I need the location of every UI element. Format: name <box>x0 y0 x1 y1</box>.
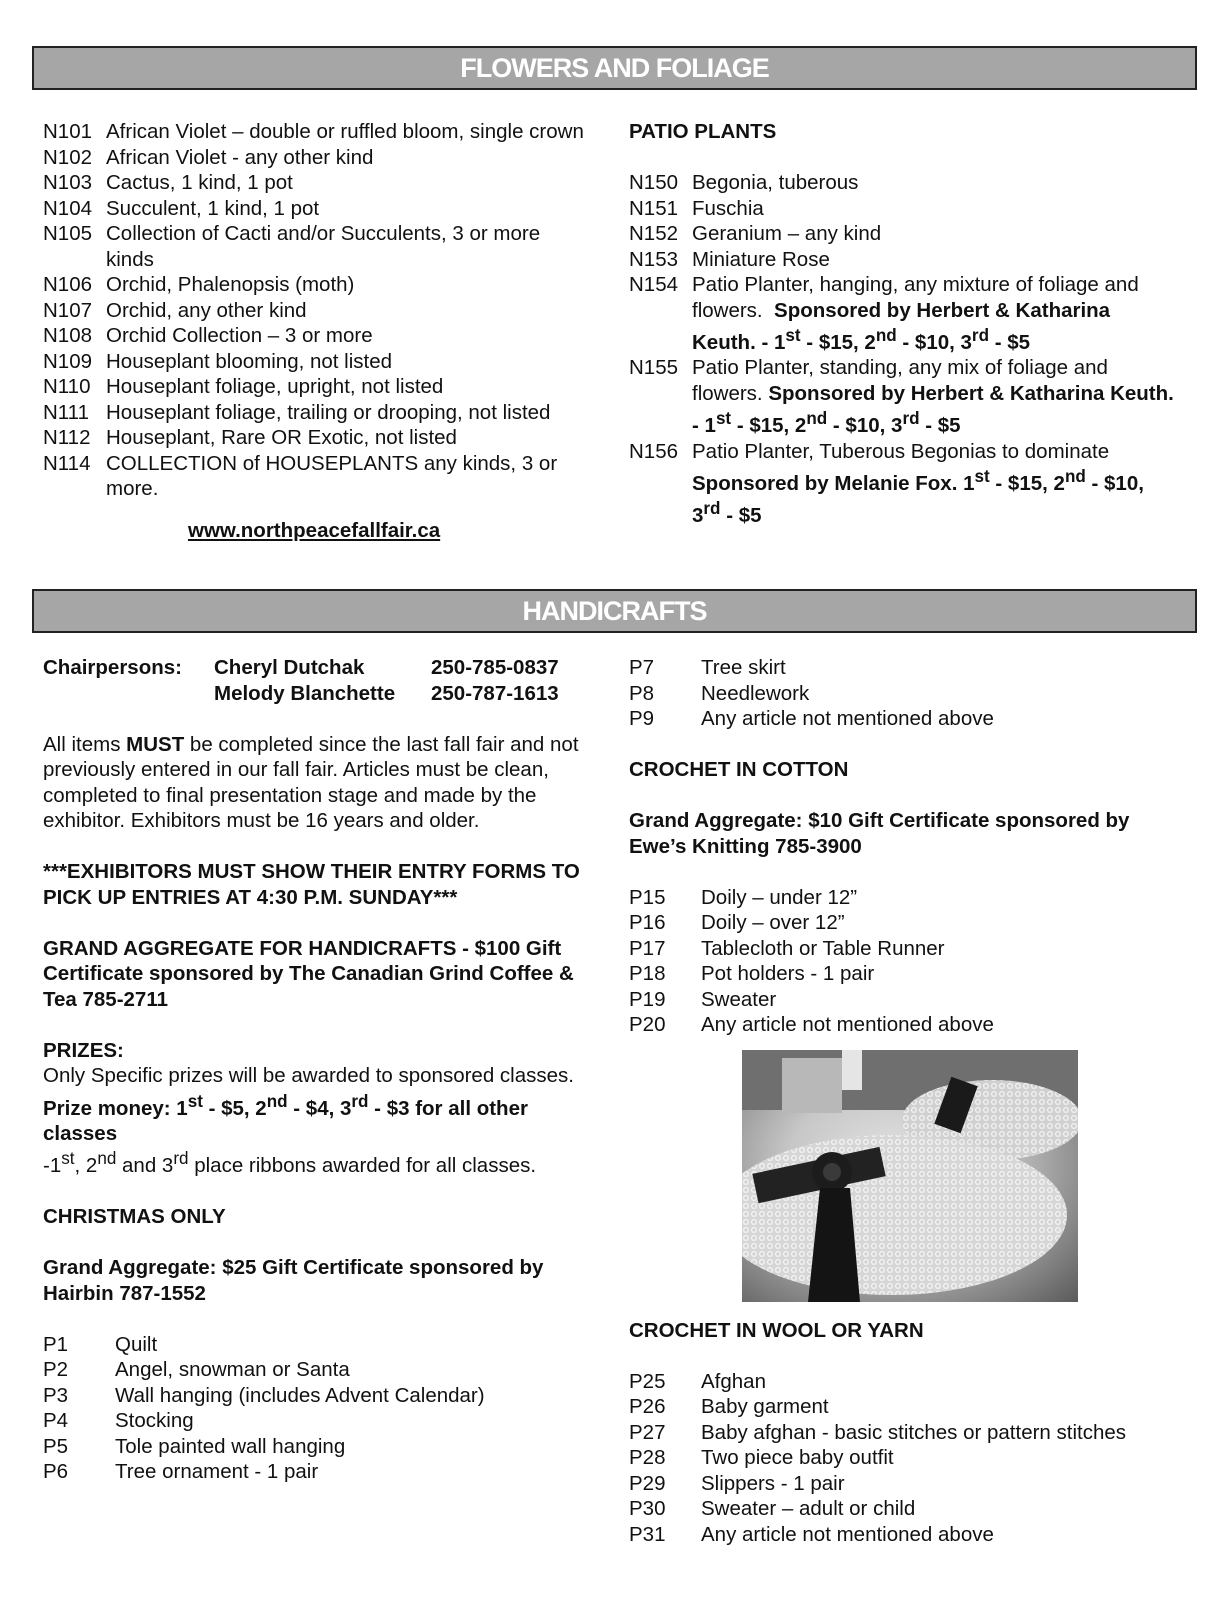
handicrafts-left-column <box>43 655 603 1485</box>
entry-description: Afghan <box>701 1369 766 1393</box>
list-item <box>43 1459 603 1485</box>
list-item <box>629 1369 1189 1395</box>
entry-description: Stocking <box>115 1409 194 1433</box>
christmas-entry-list <box>43 1332 603 1485</box>
list-item <box>43 170 593 196</box>
chairpersons-label: Chairpersons: <box>43 656 182 679</box>
list-item <box>43 349 593 375</box>
entry-description: Angel, snowman or Santa <box>115 1358 350 1382</box>
entry-code: P31 <box>629 1522 666 1546</box>
entry-description: Orchid Collection – 3 or more <box>106 324 373 347</box>
entry-description: Slippers - 1 pair <box>701 1471 845 1495</box>
entry-code: P16 <box>629 911 666 934</box>
entry-description: Tablecloth or Table Runner <box>701 936 945 960</box>
christmas-aggregate: Grand Aggregate: $25 Gift Certificate sponsored by Hairbin 787-1552 <box>43 1256 544 1305</box>
list-item <box>629 1471 1189 1497</box>
entry-forms-notice: ***EXHIBITORS MUST SHOW THEIR ENTRY FORMS TO PICK UP ENTRIES AT 4:30 P.M. SUNDAY*** <box>43 860 580 909</box>
entry-description: Cactus, 1 kind, 1 pot <box>106 171 293 194</box>
list-item <box>43 119 593 145</box>
entry-code: N114 <box>43 451 91 475</box>
entry-description: Houseplant blooming, not listed <box>106 349 393 373</box>
list-item <box>43 1332 603 1358</box>
entry-code: P3 <box>43 1383 69 1407</box>
entry-description: Tree ornament - 1 pair <box>115 1460 319 1484</box>
entry-code: N110 <box>43 375 91 398</box>
handicrafts-banner <box>32 589 1197 633</box>
entry-description: Doily – over 12” <box>701 911 845 934</box>
entry-code: N108 <box>43 324 93 347</box>
list-item <box>629 1420 1189 1446</box>
list-item <box>43 400 593 426</box>
entry-description: Doily – under 12” <box>701 885 858 909</box>
list-item <box>43 196 593 222</box>
list-item <box>629 247 1174 273</box>
list-item <box>629 1012 1189 1038</box>
prizes-heading: PRIZES: <box>43 1038 124 1062</box>
entry-description: Succulent, 1 kind, 1 pot <box>106 196 320 220</box>
patio-plants-heading: PATIO PLANTS <box>629 120 777 143</box>
list-item <box>629 910 1189 936</box>
prize-money: Prize money: 1st - $5, 2nd - $4, 3rd - $3 for all other classes <box>43 1091 528 1145</box>
website-link[interactable]: www.northpeacefallfair.ca <box>188 518 441 542</box>
entry-description: Needlework <box>701 681 810 705</box>
list-item <box>43 323 593 349</box>
list-item: N156 Patio Planter, Tuberous Begonias to dominate Sponsored by Melanie Fox. 1st - $15, 2nd - $10, 3rd - $5 <box>629 439 1144 528</box>
entry-code: P1 <box>43 1332 69 1356</box>
entry-code: N109 <box>43 349 93 373</box>
entry-description: Sweater <box>701 987 777 1011</box>
flowers-entry-list <box>43 119 593 502</box>
entry-code: P30 <box>629 1497 666 1520</box>
entry-code: P28 <box>629 1446 666 1469</box>
entry-code: P6 <box>43 1460 69 1484</box>
list-item: N155 Patio Planter, standing, any mix of foliage and flowers. Sponsored by Herbert & Katharina Keuth. - 1st - $15, 2nd - $10, 3rd - $5 <box>629 356 1174 438</box>
entry-description: Begonia, tuberous <box>692 171 859 194</box>
list-item <box>629 655 1189 681</box>
entry-description: Any article not mentioned above <box>701 1013 994 1036</box>
list-item <box>43 374 593 400</box>
flowers-banner <box>32 46 1197 90</box>
list-item <box>43 1357 603 1383</box>
christmas-heading: CHRISTMAS ONLY <box>43 1205 226 1229</box>
entry-description: Two piece baby outfit <box>701 1446 894 1469</box>
entry-description: Tole painted wall hanging <box>115 1434 346 1458</box>
chairperson-row: Melody Blanchette 250-787-1613 <box>214 681 559 705</box>
entry-code: P5 <box>43 1434 69 1458</box>
grand-aggregate: GRAND AGGREGATE FOR HANDICRAFTS - $100 Gift Certificate sponsored by The Canadian Grind Coffee & Tea 785-2711 <box>43 936 574 1011</box>
entry-code: P9 <box>629 707 655 730</box>
list-item <box>629 1445 1189 1471</box>
list-item <box>43 145 593 171</box>
chairperson-row: Chairpersons: Cheryl Dutchak 250-785-0837 <box>43 656 559 679</box>
wool-entry-list <box>629 1369 1189 1548</box>
list-item <box>629 221 1174 247</box>
entry-code: P7 <box>629 656 655 679</box>
entry-code: P15 <box>629 885 666 909</box>
handicrafts-title: HANDICRAFTS <box>522 595 707 626</box>
list-item <box>43 1434 603 1460</box>
entry-description: Geranium – any kind <box>692 222 882 245</box>
cotton-heading: CROCHET IN COTTON <box>629 758 849 781</box>
list-item <box>629 1394 1189 1420</box>
list-item <box>43 1383 603 1409</box>
entry-description: Baby garment <box>701 1395 829 1418</box>
entry-code: N106 <box>43 273 93 296</box>
entry-code: N107 <box>43 298 93 322</box>
christmas-entry-list-continued <box>629 655 1189 732</box>
intro-paragraph: All items MUST be completed since the last fall fair and not previously entered in our fall fair. Articles must be clean, completed to final presentation stage and made by the exhibitor. Exhibitors must be 16 years and older. <box>43 732 579 832</box>
entry-code: P26 <box>629 1395 666 1418</box>
entry-code: P4 <box>43 1409 69 1433</box>
crochet-doily-photo <box>742 1050 1078 1302</box>
list-item <box>43 451 593 502</box>
list-item <box>629 681 1189 707</box>
cotton-entry-list <box>629 885 1189 1038</box>
entry-code: N102 <box>43 145 93 169</box>
entry-code: N101 <box>43 120 93 143</box>
flowers-right-column <box>629 119 1174 529</box>
entry-description: Quilt <box>115 1332 158 1356</box>
entry-description: Pot holders - 1 pair <box>701 962 875 985</box>
list-item <box>43 221 593 272</box>
entry-code: N104 <box>43 196 93 220</box>
list-item <box>629 196 1174 222</box>
flowers-left-column <box>43 119 593 543</box>
entry-code: N152 <box>629 222 679 245</box>
entry-description: African Violet – double or ruffled bloom, single crown <box>106 120 584 143</box>
prizes-note: Only Specific prizes will be awarded to sponsored classes. <box>43 1064 574 1087</box>
entry-description: African Violet - any other kind <box>106 145 374 169</box>
entry-description: Miniature Rose <box>692 247 830 271</box>
entry-description: Any article not mentioned above <box>701 707 994 730</box>
list-item <box>43 272 593 298</box>
list-item <box>629 987 1189 1013</box>
entry-code: N151 <box>629 196 679 220</box>
entry-code: P8 <box>629 681 655 705</box>
entry-description: Fuschia <box>692 196 764 220</box>
entry-code: P2 <box>43 1358 69 1382</box>
list-item <box>43 425 593 451</box>
entry-description: Collection of Cacti and/or Succulents, 3 or more kinds <box>106 222 541 271</box>
entry-description: Orchid, Phalenopsis (moth) <box>106 273 355 296</box>
entry-description: Houseplant, Rare OR Exotic, not listed <box>106 426 457 449</box>
cotton-aggregate: Grand Aggregate: $10 Gift Certificate sponsored by Ewe’s Knitting 785-3900 <box>629 809 1130 858</box>
entry-description: Baby afghan - basic stitches or pattern stitches <box>701 1420 1127 1444</box>
entry-description: Orchid, any other kind <box>106 298 307 322</box>
patio-entry-list <box>629 170 1174 272</box>
list-item: N154 Patio Planter, hanging, any mixture of foliage and flowers. Sponsored by Herbert & Katharina Keuth. - 1st - $15, 2nd - $10, 3rd - $5 <box>629 273 1139 354</box>
wool-heading: CROCHET IN WOOL OR YARN <box>629 1318 924 1342</box>
entry-code: P29 <box>629 1471 666 1495</box>
list-item <box>43 1408 603 1434</box>
list-item <box>629 885 1189 911</box>
list-item <box>629 170 1174 196</box>
list-item <box>629 1522 1189 1548</box>
entry-code: P18 <box>629 962 666 985</box>
list-item <box>43 298 593 324</box>
entry-description: Houseplant foliage, trailing or drooping, not listed <box>106 400 551 424</box>
entry-code: N153 <box>629 247 679 271</box>
entry-code: N112 <box>43 426 91 449</box>
list-item <box>629 936 1189 962</box>
ribbons-note: -1st, 2nd and 3rd place ribbons awarded for all classes. <box>43 1149 537 1178</box>
entry-code: P27 <box>629 1420 666 1444</box>
entry-code: N111 <box>43 400 89 424</box>
list-item <box>629 1496 1189 1522</box>
entry-description: Any article not mentioned above <box>701 1522 994 1546</box>
entry-description: Houseplant foliage, upright, not listed <box>106 375 444 398</box>
entry-description: Sweater – adult or child <box>701 1497 916 1520</box>
entry-description: Wall hanging (includes Advent Calendar) <box>115 1383 485 1407</box>
entry-code: P25 <box>629 1369 666 1393</box>
entry-description: COLLECTION of HOUSEPLANTS any kinds, 3 or more. <box>106 451 558 500</box>
entry-code: P20 <box>629 1013 666 1036</box>
entry-code: N105 <box>43 222 93 245</box>
entry-code: P19 <box>629 987 666 1011</box>
entry-code: N150 <box>629 171 679 194</box>
list-item <box>629 706 1189 732</box>
entry-description: Tree skirt <box>701 656 786 679</box>
entry-code: N103 <box>43 171 93 194</box>
entry-code: P17 <box>629 936 666 960</box>
flowers-title: FLOWERS AND FOLIAGE <box>460 52 769 83</box>
list-item <box>629 961 1189 987</box>
